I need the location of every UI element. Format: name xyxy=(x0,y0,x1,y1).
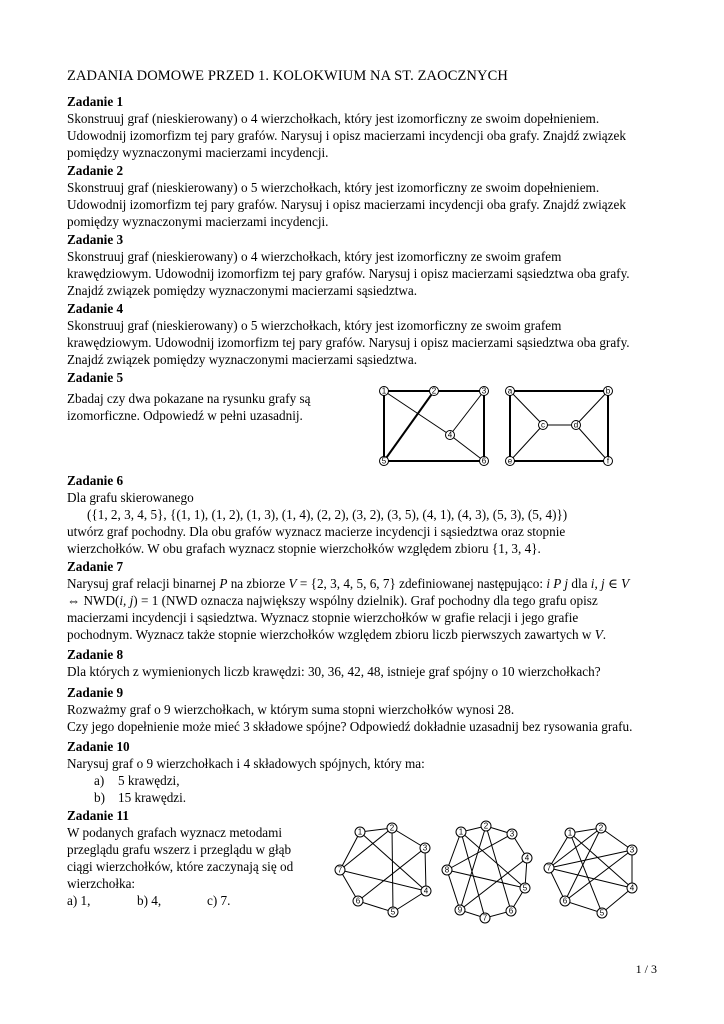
task-11 xyxy=(67,807,337,909)
task-line: pomiędzy wyznaczonymi macierzami incydencji. xyxy=(67,145,329,160)
task-line: ciągi wierzchołków, które zaczynają się od xyxy=(67,859,294,874)
svg-text:4: 4 xyxy=(524,853,530,863)
svg-text:1: 1 xyxy=(458,827,464,837)
task-heading: Zadanie 10 xyxy=(67,739,130,754)
task5-graph-b xyxy=(502,383,620,473)
task-line: Skonstruuj graf (nieskierowany) o 5 wierzchołkach, który jest izomorficzny ze swoim dopełnieniem. xyxy=(67,180,600,195)
svg-text:1: 1 xyxy=(357,827,363,837)
graph-node xyxy=(387,823,397,833)
task-heading: Zadanie 7 xyxy=(67,559,124,574)
graph-edge xyxy=(570,833,602,913)
task-heading: Zadanie 1 xyxy=(67,94,124,109)
task-formula: ({1, 2, 3, 4, 5}, {(1, 1), (1, 2), (1, 3), (1, 4), (2, 2), (3, 2), (3, 5), (4, 1), (4, 3), (5, 3), (5, 4)}) xyxy=(87,507,568,522)
graph-node xyxy=(481,821,491,831)
svg-text:a: a xyxy=(507,386,513,396)
task11-graph-2 xyxy=(436,818,536,926)
graph-node xyxy=(388,907,398,917)
graph-node xyxy=(420,843,430,853)
page-number: 1 / 3 xyxy=(635,962,657,976)
svg-text:e: e xyxy=(507,456,513,466)
graph-node xyxy=(565,828,575,838)
graph-edge xyxy=(447,834,512,870)
svg-text:3: 3 xyxy=(509,829,515,839)
task-heading: Zadanie 5 xyxy=(67,370,124,385)
graph-edge xyxy=(460,826,486,910)
graph-node xyxy=(506,457,515,466)
task-line: Znajdź związek pomiędzy wyznaczonymi macierzami sąsiedztwa. xyxy=(67,352,418,367)
graph-node xyxy=(520,883,530,893)
task-heading: Zadanie 6 xyxy=(67,473,124,488)
graph-node xyxy=(480,457,489,466)
graph-node xyxy=(480,387,489,396)
svg-text:3: 3 xyxy=(629,845,635,855)
graph-node xyxy=(456,827,466,837)
svg-text:2: 2 xyxy=(431,386,437,396)
task11-graph-3 xyxy=(540,818,644,926)
graph-node xyxy=(480,913,490,923)
graph-edge xyxy=(576,391,608,425)
task-line: W podanych grafach wyznacz metodami xyxy=(67,825,283,840)
task-heading: Zadanie 9 xyxy=(67,685,124,700)
svg-text:1: 1 xyxy=(381,386,387,396)
svg-text:2: 2 xyxy=(483,821,489,831)
task-heading: Zadanie 4 xyxy=(67,301,124,316)
svg-text:4: 4 xyxy=(629,883,635,893)
task-2 xyxy=(67,162,667,230)
task-heading: Zadanie 8 xyxy=(67,647,124,662)
graph-edge xyxy=(461,829,525,888)
task-5 xyxy=(67,369,367,424)
graph-node xyxy=(506,906,516,916)
svg-text:2: 2 xyxy=(598,823,604,833)
graph-node xyxy=(597,908,607,918)
task-line: pochodnym. Wyznacz także stopnie wierzchołków względem zbioru liczb pierwszych zawartych w V. xyxy=(67,627,607,642)
svg-text:3: 3 xyxy=(422,843,428,853)
graph-node xyxy=(380,457,389,466)
task-line: Znajdź związek pomiędzy wyznaczonymi macierzami sąsiedztwa. xyxy=(67,283,418,298)
svg-text:d: d xyxy=(573,420,579,430)
svg-text:b: b xyxy=(605,386,611,396)
graph-node xyxy=(604,457,613,466)
task-line: pomiędzy wyznaczonymi macierzami incydencji. xyxy=(67,214,329,229)
task-line: Udowodnij izomorfizm tej pary grafów. Narysuj i opisz macierzami incydencji oba grafy. Znajdź związek xyxy=(67,128,626,143)
svg-text:5: 5 xyxy=(381,456,387,466)
svg-text:3: 3 xyxy=(481,386,487,396)
graph-edge xyxy=(510,425,543,461)
svg-text:1: 1 xyxy=(567,828,573,838)
graph-edge xyxy=(384,391,450,435)
task-line: Skonstruuj graf (nieskierowany) o 4 wierzchołkach, który jest izomorficzny ze swoim grafem xyxy=(67,249,562,264)
task-heading: Zadanie 2 xyxy=(67,163,124,178)
page-title: ZADANIA DOMOWE PRZED 1. KOLOKWIUM NA ST. ZAOCZNYCH xyxy=(67,68,508,84)
task-line: Dla grafu skierowanego xyxy=(67,490,194,505)
graph-node xyxy=(596,823,606,833)
task-line: krawędziowym. Udowodnij izomorfizm tej pary grafów. Narysuj i opisz macierzami sąsiedztwa oba grafy. xyxy=(67,266,630,281)
svg-text:6: 6 xyxy=(355,896,361,906)
graph-node xyxy=(455,905,465,915)
task11-graph-1 xyxy=(330,818,436,926)
graph-node xyxy=(442,865,452,875)
task-8 xyxy=(67,646,667,680)
task-line: Udowodnij izomorfizm tej pary grafów. Narysuj i opisz macierzami incydencji oba grafy. Znajdź związek xyxy=(67,197,626,212)
svg-text:c: c xyxy=(541,420,545,430)
graph-edge xyxy=(510,391,543,425)
svg-text:6: 6 xyxy=(481,456,487,466)
graph-edge xyxy=(444,826,527,918)
task-line: wierzchołka: xyxy=(67,876,136,891)
graph-node xyxy=(539,421,548,430)
task-6 xyxy=(67,472,667,557)
svg-text:7: 7 xyxy=(546,863,552,873)
task-line: Narysuj graf o 9 wierzchołkach i 4 składowych spójnych, który ma: xyxy=(67,756,425,771)
task-line: Zbadaj czy dwa pokazane na rysunku grafy są xyxy=(67,391,311,406)
task-1 xyxy=(67,93,667,161)
task-options: a) 1, b) 4, c) 7. xyxy=(67,893,231,908)
graph-edge xyxy=(447,870,525,888)
list-item: b) 15 krawędzi. xyxy=(94,790,187,805)
graph-edge xyxy=(486,826,511,911)
graph-node xyxy=(560,896,570,906)
graph-node xyxy=(353,896,363,906)
graph-edge xyxy=(384,391,434,461)
svg-text:5: 5 xyxy=(522,883,528,893)
svg-text:5: 5 xyxy=(390,907,396,917)
task-9 xyxy=(67,684,667,735)
graph-edge xyxy=(570,833,632,888)
svg-text:6: 6 xyxy=(562,896,568,906)
svg-text:f: f xyxy=(606,456,610,466)
graph-edge xyxy=(392,828,393,912)
svg-text:2: 2 xyxy=(389,823,395,833)
task-7 xyxy=(67,558,667,643)
task-line: Czy jego dopełnienie może mieć 3 składowe spójne? Odpowiedź dokładnie uzasadnij bez rysowania grafu. xyxy=(67,719,633,734)
task-line: przeglądu grafu wszerz i przeglądu w głąb xyxy=(67,842,292,857)
task-line: wierzchołków. W obu grafach wyznacz stopnie wierzchołków względem zbioru {1, 3, 4}. xyxy=(67,541,541,556)
graph-node xyxy=(627,845,637,855)
task-heading: Zadanie 3 xyxy=(67,232,124,247)
task-4 xyxy=(67,300,667,368)
graph-node xyxy=(604,387,613,396)
task5-graph-a xyxy=(375,383,495,473)
graph-edge xyxy=(450,391,484,435)
graph-node xyxy=(380,387,389,396)
graph-edge xyxy=(358,848,425,901)
graph-edge xyxy=(340,828,392,870)
svg-text:7: 7 xyxy=(337,865,343,875)
task-line: krawędziowym. Udowodnij izomorfizm tej pary grafów. Narysuj i opisz macierzami sąsiedztwa oba grafy. xyxy=(67,335,630,350)
graph-node xyxy=(446,431,455,440)
task-3 xyxy=(67,231,667,299)
task-line: macierzami incydencji i sąsiedztwa. Wyznacz stopnie wierzchołków w grafie relacji i jego grafie xyxy=(67,610,579,625)
graph-edge xyxy=(461,832,485,918)
task-line: Skonstruuj graf (nieskierowany) o 5 wierzchołkach, który jest izomorficzny ze swoim grafem xyxy=(67,318,562,333)
graph-node xyxy=(572,421,581,430)
svg-text:4: 4 xyxy=(447,430,453,440)
graph-node xyxy=(355,827,365,837)
graph-edge xyxy=(450,435,484,461)
task-10 xyxy=(67,738,667,806)
graph-edge xyxy=(576,425,608,461)
task-line: Skonstruuj graf (nieskierowany) o 4 wierzchołkach, który jest izomorficzny ze swoim dopełnieniem. xyxy=(67,111,600,126)
task-line: utwórz graf pochodny. Dla obu grafów wyznacz macierze incydencji i sąsiedztwa oraz stopnie xyxy=(67,524,566,539)
graph-node xyxy=(335,865,345,875)
task-heading: Zadanie 11 xyxy=(67,808,129,823)
task-line: Dla których z wymienionych liczb krawędzi: 30, 36, 42, 48, istnieje graf spójny o 10 wierzchołkach? xyxy=(67,664,601,679)
graph-node xyxy=(421,886,431,896)
svg-text:6: 6 xyxy=(508,906,514,916)
list-item: a) 5 krawędzi, xyxy=(94,773,180,788)
graph-edge xyxy=(565,828,601,901)
svg-text:9: 9 xyxy=(457,905,463,915)
svg-text:7: 7 xyxy=(482,913,488,923)
graph-node xyxy=(430,387,439,396)
task-line: Rozważmy graf o 9 wierzchołkach, w którym suma stopni wierzchołków wynosi 28. xyxy=(67,702,515,717)
task-line: Narysuj graf relacji binarnej P na zbiorze V = {2, 3, 4, 5, 6, 7} zdefiniowanej następująco: i P j dla i, j ∈ V xyxy=(67,576,630,591)
graph-node xyxy=(506,387,515,396)
svg-text:8: 8 xyxy=(444,865,450,875)
graph-edge xyxy=(340,870,426,891)
graph-node xyxy=(544,863,554,873)
task-line: ⇔ NWD(i, j) = 1 (NWD oznacza największy wspólny dzielnik). Graf pochodny dla tego grafu opisz xyxy=(67,593,598,608)
graph-node xyxy=(627,883,637,893)
svg-text:5: 5 xyxy=(599,908,605,918)
graph-node xyxy=(507,829,517,839)
svg-text:4: 4 xyxy=(423,886,429,896)
graph-node xyxy=(522,853,532,863)
task-line: izomorficzne. Odpowiedź w pełni uzasadnij. xyxy=(67,408,303,423)
